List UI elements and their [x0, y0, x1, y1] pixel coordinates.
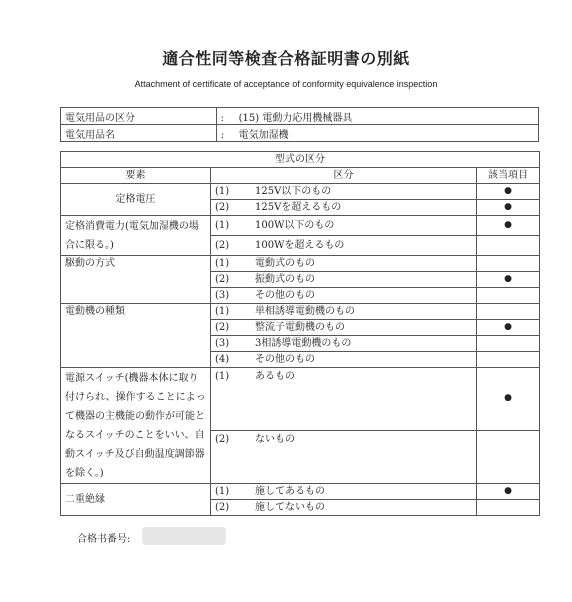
option-cell [211, 320, 477, 336]
applicable-mark: ● [477, 184, 540, 200]
info-value: 電気加湿機 [238, 129, 289, 141]
applicable-mark: ● [477, 368, 540, 431]
option-number: (1) [215, 371, 230, 382]
option-number: (1) [215, 306, 230, 317]
option-text: 単相誘導電動機のもの [255, 306, 355, 317]
option-number: (1) [215, 258, 230, 269]
table-row [61, 368, 540, 431]
option-number: (3) [215, 338, 230, 349]
applicable-mark [477, 336, 540, 352]
option-text: 100W以下のもの [255, 220, 335, 231]
option-number: (2) [215, 433, 230, 445]
product-info-table [60, 107, 539, 142]
option-cell [211, 304, 477, 320]
table-row [61, 304, 540, 320]
document-title: 適合性同等検査合格証明書の別紙 [162, 49, 410, 68]
option-cell [211, 352, 477, 368]
info-value-cell [216, 125, 538, 142]
option-number: (4) [215, 354, 230, 365]
option-cell [211, 288, 477, 304]
info-label: 電気用品名 [61, 125, 217, 142]
option-text: 振動式のもの [255, 274, 315, 285]
certificate-number-label: 合格书番号: [77, 534, 131, 545]
option-number: (1) [215, 186, 230, 197]
option-text: 電動式のもの [255, 258, 315, 269]
option-cell [211, 200, 477, 216]
applicable-mark: ● [477, 320, 540, 336]
option-text: 100Wを超えるもの [255, 240, 345, 251]
option-number: (2) [215, 502, 230, 513]
option-text: 125Vを超えるもの [255, 202, 342, 213]
option-text: ないもの [255, 433, 295, 445]
info-colon: : [220, 129, 224, 141]
option-cell [211, 272, 477, 288]
requirement-cell: 駆動の方式 [61, 256, 211, 304]
option-cell [211, 216, 477, 236]
document-subtitle: Attachment of certificate of acceptance of conformity equivalence inspection [134, 79, 438, 89]
option-text: あるもの [255, 371, 295, 382]
applicable-mark: ● [477, 200, 540, 216]
info-row-category [61, 108, 539, 125]
applicable-mark [477, 430, 540, 483]
applicable-mark [477, 304, 540, 320]
requirement-cell: 定格消費電力(電気加湿機の場合に限る。) [61, 216, 211, 256]
applicable-mark: ● [477, 216, 540, 236]
requirement-cell: 二重絶縁 [61, 484, 211, 516]
applicable-mark [477, 500, 540, 516]
applicable-mark [477, 256, 540, 272]
option-text: 3相誘導電動機のもの [255, 338, 352, 349]
option-number: (1) [215, 486, 230, 497]
info-label: 電気用品の区分 [61, 108, 217, 125]
requirement-cell: 電動機の種類 [61, 304, 211, 368]
option-text: 整流子電動機のもの [255, 322, 345, 333]
applicable-mark [477, 236, 540, 256]
option-cell [211, 236, 477, 256]
option-cell [211, 500, 477, 516]
option-cell [211, 368, 477, 431]
header-category: 区分 [211, 168, 477, 184]
requirement-cell: 定格電圧 [61, 184, 211, 216]
info-colon: : [220, 112, 224, 124]
option-number: (2) [215, 202, 230, 213]
option-cell [211, 336, 477, 352]
option-number: (2) [215, 322, 230, 333]
option-number: (2) [215, 274, 230, 285]
option-text: 施してないもの [255, 502, 325, 513]
option-number: (3) [215, 290, 230, 301]
table-caption-row [61, 152, 540, 168]
table-row [61, 184, 540, 200]
header-applicable: 該当項目 [477, 168, 540, 184]
option-text: 施してあるもの [255, 486, 325, 497]
info-value: (15) 電動力応用機械器具 [238, 112, 353, 124]
info-value-cell [216, 108, 538, 125]
option-number: (1) [215, 220, 230, 231]
option-cell [211, 430, 477, 483]
applicable-mark: ● [477, 272, 540, 288]
table-row [61, 484, 540, 500]
redacted-certificate-number [142, 527, 226, 545]
requirement-cell: 電源スイッチ(機器本体に取り付けられ、操作することによって機器の主機能の動作が可能となるスイッチのことをいい、自動スイッチ及び自動温度調節器を除く。) [61, 368, 211, 484]
option-text: 125V以下のもの [255, 186, 332, 197]
table-row [61, 256, 540, 272]
table-header-row [61, 168, 540, 184]
info-row-product-name [61, 125, 539, 142]
option-cell [211, 184, 477, 200]
option-text: その他のもの [255, 290, 315, 301]
option-text: その他のもの [255, 354, 315, 365]
option-cell [211, 484, 477, 500]
option-cell [211, 256, 477, 272]
applicable-mark [477, 288, 540, 304]
table-row [61, 216, 540, 236]
applicable-mark: ● [477, 484, 540, 500]
applicable-mark [477, 352, 540, 368]
option-number: (2) [215, 240, 230, 251]
model-classification-table [60, 151, 540, 516]
header-requirement: 要素 [61, 168, 211, 184]
table-caption: 型式の区分 [61, 152, 540, 168]
